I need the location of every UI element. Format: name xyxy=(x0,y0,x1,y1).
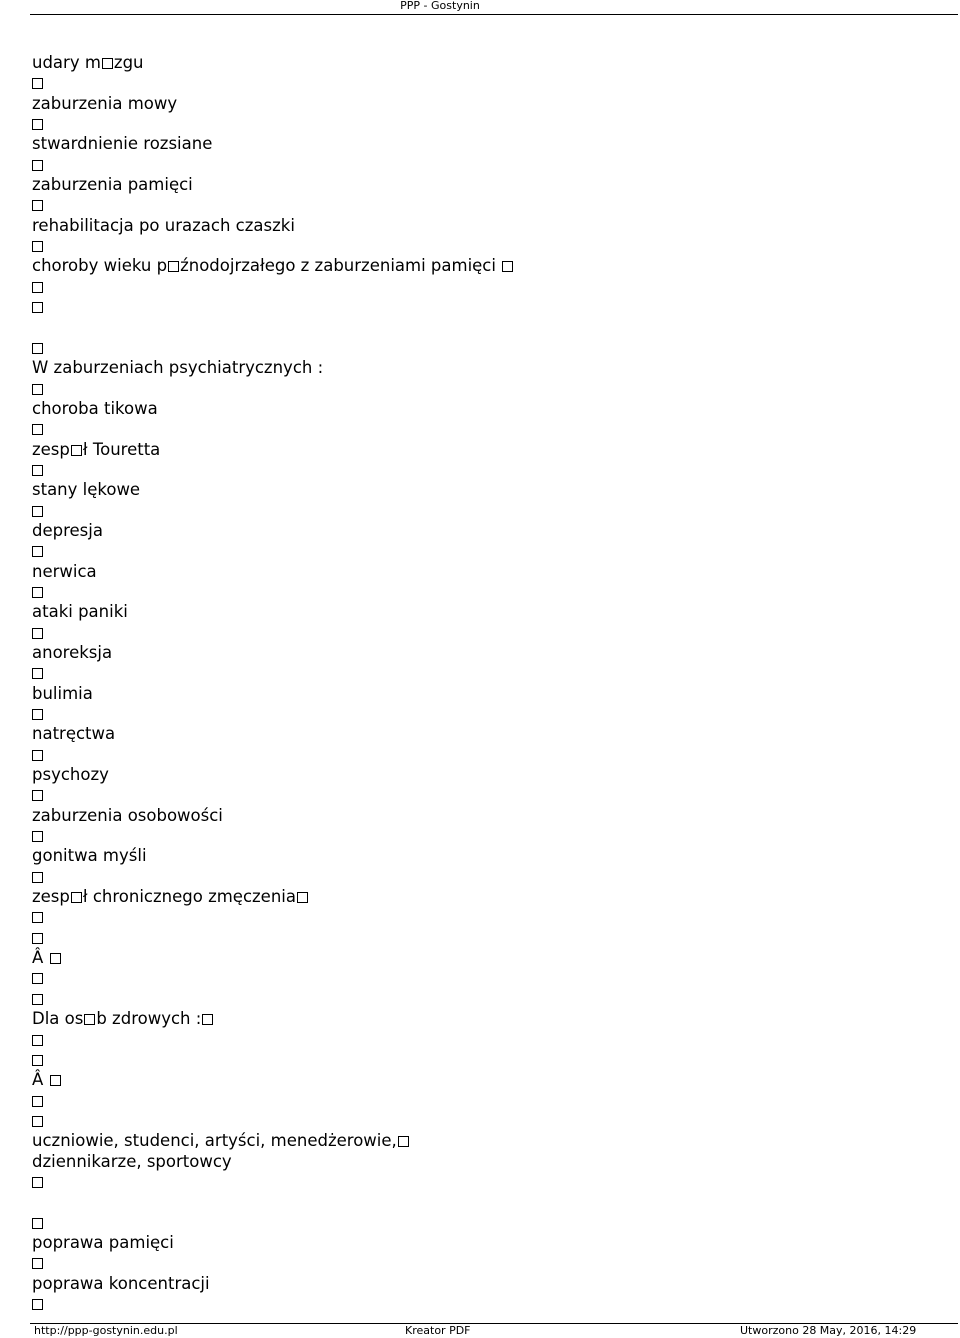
text-line xyxy=(32,73,932,93)
missing-glyph-box xyxy=(32,506,43,517)
text-line xyxy=(32,460,932,480)
text-line xyxy=(32,1213,932,1233)
text-line: ataki paniki xyxy=(32,602,128,622)
text-line xyxy=(32,582,932,602)
text-line xyxy=(32,785,932,805)
text-line: depresja xyxy=(32,520,103,540)
text-line: poprawa pamięci xyxy=(32,1232,174,1252)
missing-glyph-box xyxy=(71,445,82,456)
header-divider xyxy=(30,14,958,15)
missing-glyph-box xyxy=(32,668,43,679)
text-line xyxy=(32,968,932,988)
footer-url[interactable]: http://ppp-gostynin.edu.pl xyxy=(34,1324,178,1337)
text-line: zaburzenia osobowości xyxy=(32,805,223,825)
missing-glyph-box xyxy=(32,912,43,923)
text-line: zaburzenia pamięci xyxy=(32,175,193,195)
missing-glyph-box xyxy=(50,953,61,964)
text-line xyxy=(32,867,932,887)
missing-glyph-box xyxy=(32,241,43,252)
text-line: choroby wieku p źnodojrzałego z zaburzeniami pamięci xyxy=(32,256,932,276)
missing-glyph-box xyxy=(398,1136,409,1147)
missing-glyph-box xyxy=(102,58,113,69)
missing-glyph-box xyxy=(32,1096,43,1107)
missing-glyph-box xyxy=(32,750,43,761)
text-line: stany lękowe xyxy=(32,480,141,500)
text-line xyxy=(32,623,932,643)
text-line xyxy=(32,1111,932,1131)
text-line: gonitwa myśli xyxy=(32,846,147,866)
text-line xyxy=(32,317,932,337)
text-line: poprawa koncentracji xyxy=(32,1273,210,1293)
text-line xyxy=(32,1192,932,1212)
text-line: uczniowie, studenci, artyści, menedżerowie, xyxy=(32,1131,932,1151)
missing-glyph-box xyxy=(84,1014,95,1025)
missing-glyph-box xyxy=(71,892,82,903)
text-line: stwardnienie rozsiane xyxy=(32,134,213,154)
text-line xyxy=(32,928,932,948)
missing-glyph-box xyxy=(32,119,43,130)
missing-glyph-box xyxy=(32,973,43,984)
footer-created-date: Utworzono 28 May, 2016, 14:29 xyxy=(740,1324,917,1337)
text-line xyxy=(32,501,932,521)
text-line xyxy=(32,989,932,1009)
missing-glyph-box xyxy=(32,424,43,435)
text-line xyxy=(32,379,932,399)
missing-glyph-box xyxy=(32,160,43,171)
missing-glyph-box xyxy=(502,261,513,272)
document-body xyxy=(32,53,932,1314)
text-line: anoreksja xyxy=(32,642,113,662)
missing-glyph-box xyxy=(32,628,43,639)
text-line xyxy=(32,419,932,439)
missing-glyph-box xyxy=(32,587,43,598)
text-line: choroba tikowa xyxy=(32,398,158,418)
missing-glyph-box xyxy=(32,384,43,395)
text-line xyxy=(32,1253,932,1273)
text-line xyxy=(32,663,932,683)
text-line xyxy=(32,745,932,765)
text-line xyxy=(32,114,932,134)
text-line: Â xyxy=(32,1070,932,1090)
missing-glyph-box xyxy=(32,1177,43,1188)
missing-glyph-box xyxy=(32,790,43,801)
footer-generator: Kreator PDF xyxy=(405,1324,471,1337)
text-line xyxy=(32,236,932,256)
missing-glyph-box xyxy=(32,709,43,720)
missing-glyph-box xyxy=(32,343,43,354)
missing-glyph-box xyxy=(32,78,43,89)
missing-glyph-box xyxy=(32,831,43,842)
text-line xyxy=(32,1050,932,1070)
text-line: zesp ł chronicznego zmęczenia xyxy=(32,887,932,907)
missing-glyph-box xyxy=(32,1035,43,1046)
text-line xyxy=(32,1294,932,1314)
missing-glyph-box xyxy=(32,933,43,944)
text-line xyxy=(32,541,932,561)
text-line: W zaburzeniach psychiatrycznych : xyxy=(32,358,324,378)
text-line: nerwica xyxy=(32,561,97,581)
text-line xyxy=(32,907,932,927)
missing-glyph-box xyxy=(32,1116,43,1127)
text-line xyxy=(32,338,932,358)
text-line: Â xyxy=(32,948,932,968)
text-line xyxy=(32,1172,932,1192)
missing-glyph-box xyxy=(32,282,43,293)
missing-glyph-box xyxy=(32,1299,43,1310)
missing-glyph-box xyxy=(32,1258,43,1269)
missing-glyph-box xyxy=(297,892,308,903)
missing-glyph-box xyxy=(32,546,43,557)
text-line xyxy=(32,277,932,297)
missing-glyph-box xyxy=(32,200,43,211)
missing-glyph-box xyxy=(32,994,43,1005)
text-line: Dla os b zdrowych : xyxy=(32,1009,932,1029)
missing-glyph-box xyxy=(50,1075,61,1086)
text-line: zesp ł Touretta xyxy=(32,439,161,459)
missing-glyph-box xyxy=(32,872,43,883)
text-line: rehabilitacja po urazach czaszki xyxy=(32,215,295,235)
text-line xyxy=(32,704,932,724)
page-header xyxy=(0,0,960,14)
text-line: udary m zgu xyxy=(32,53,144,72)
text-line xyxy=(32,155,932,175)
text-line xyxy=(32,1091,932,1111)
text-line xyxy=(32,826,932,846)
text-line: natręctwa xyxy=(32,724,116,744)
text-line xyxy=(32,297,932,317)
text-line: psychozy xyxy=(32,765,109,785)
text-line: zaburzenia mowy xyxy=(32,93,178,113)
header-title: PPP - Gostynin xyxy=(400,0,480,12)
missing-glyph-box xyxy=(32,1055,43,1066)
text-line xyxy=(32,195,932,215)
missing-glyph-box xyxy=(32,465,43,476)
missing-glyph-box xyxy=(32,1218,43,1229)
missing-glyph-box xyxy=(32,302,43,313)
text-line: dziennikarze, sportowcy xyxy=(32,1151,232,1171)
text-line: bulimia xyxy=(32,683,93,703)
missing-glyph-box xyxy=(202,1014,213,1025)
text-line xyxy=(32,1030,932,1050)
missing-glyph-box xyxy=(168,261,179,272)
